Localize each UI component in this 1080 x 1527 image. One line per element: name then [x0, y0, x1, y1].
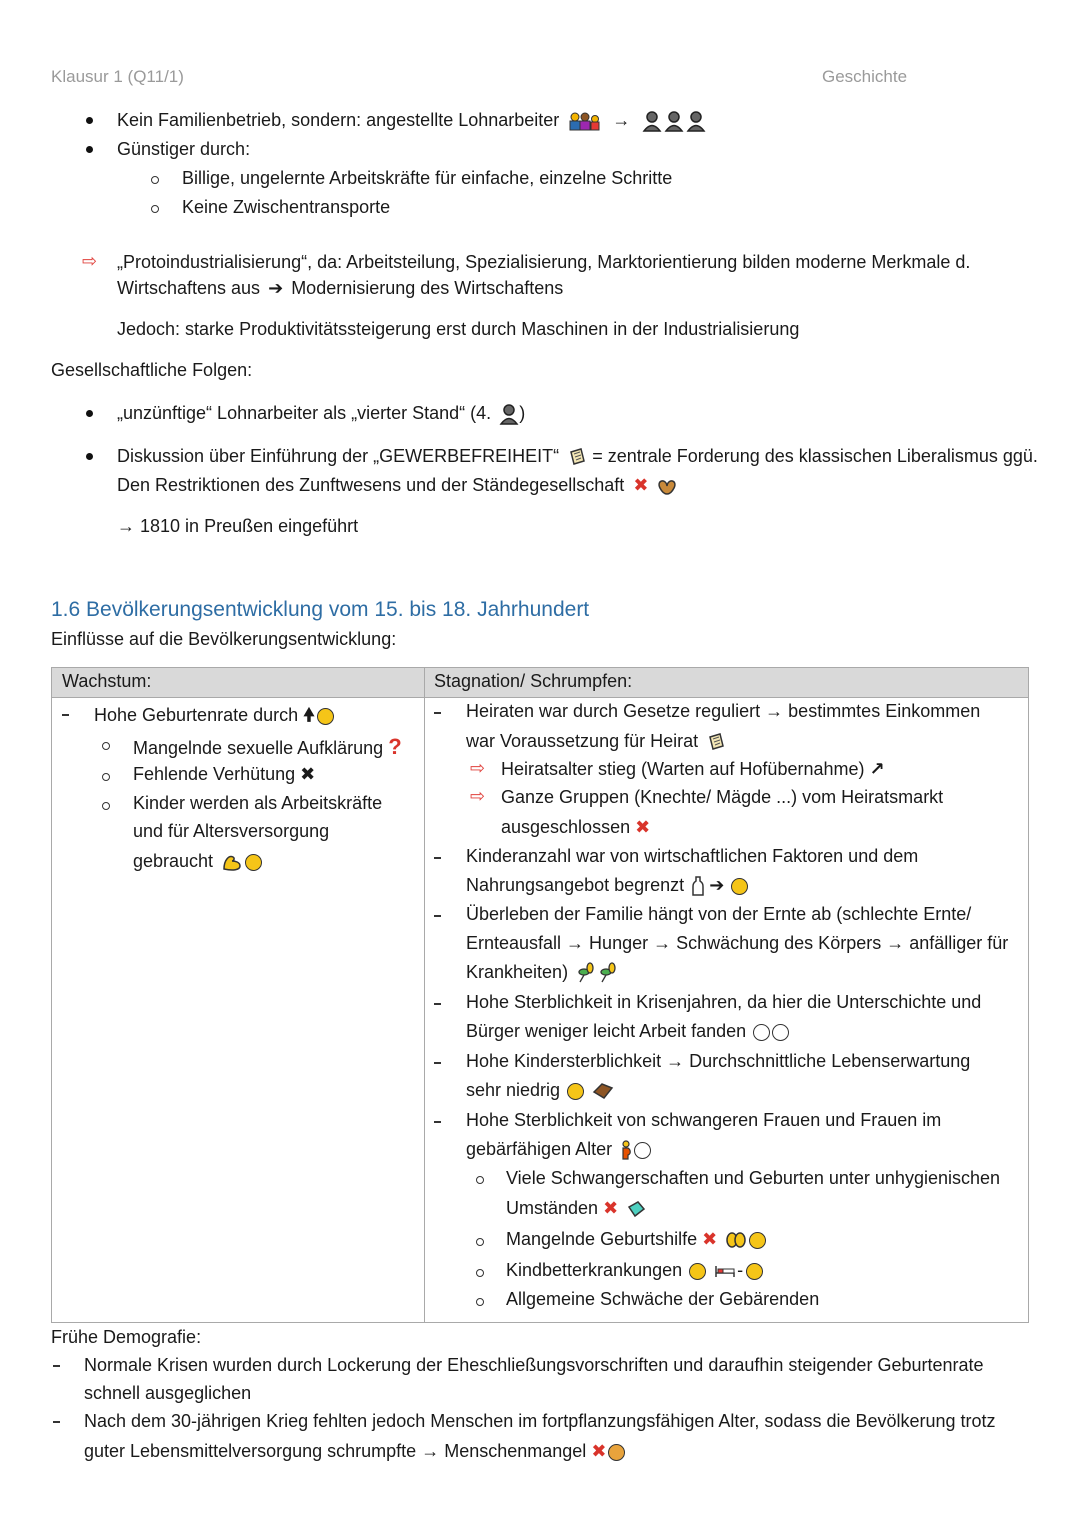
crop-icon	[576, 962, 620, 984]
social-b3: 1810 in Preußen eingeführt	[140, 516, 359, 536]
bullet-familienbetrieb	[117, 110, 708, 132]
person-face-icon	[608, 1444, 625, 1461]
col2-c3-text: Krankheiten)	[466, 962, 569, 982]
arrow-right-icon: →	[421, 1441, 440, 1461]
sub-circle	[476, 1269, 484, 1277]
col2-g2-text: Umständen	[506, 1198, 599, 1218]
sub-circle	[476, 1176, 484, 1184]
col1-sub3a: Kinder werden als Arbeitskräfte	[133, 793, 383, 813]
col2-e1b-text: Durchschnittliche Lebenserwartung	[689, 1051, 971, 1071]
family-icon	[567, 111, 603, 131]
col2-a5	[501, 817, 650, 838]
dash-glyph: -	[737, 1260, 744, 1280]
table-column-divider	[424, 668, 425, 1322]
demography-p1b: schnell ausgeglichen	[84, 1383, 252, 1403]
influence-table	[51, 667, 1029, 1323]
col2-a4: Ganze Gruppen (Knechte/ Mägde ...) vom Heiratsmarkt	[501, 787, 944, 807]
section-subtitle: Einflüsse auf die Bevölkerungsentwicklung:	[51, 629, 397, 649]
dash-marker	[53, 1421, 60, 1423]
sub-circle	[476, 1298, 484, 1306]
sad-face-icon	[746, 1263, 763, 1280]
bullet-dot	[86, 146, 93, 153]
demography-p2c: Menschenmangel	[444, 1441, 587, 1461]
arrow-bold-icon: ➔	[268, 278, 284, 298]
cross-icon: ✖	[702, 1229, 718, 1249]
baby-icon	[245, 854, 262, 871]
cross-icon: ✖	[591, 1441, 607, 1461]
cross-icon: ✖	[603, 1198, 619, 1218]
arrow-right-icon: →	[666, 1051, 685, 1071]
col2-f2-text: gebärfähigen Alter	[466, 1139, 613, 1159]
pregnant-woman-icon	[620, 1140, 632, 1160]
col1-sub2	[133, 764, 315, 785]
proto-line3: Jedoch: starke Produktivitätssteigerung erst durch Maschinen in der Industrialisierung	[117, 319, 800, 339]
col2-b2	[466, 875, 748, 896]
dash-marker	[53, 1365, 60, 1367]
coffin-icon	[592, 1082, 614, 1100]
social-b2c: Den Restriktionen des Zunftwesens und der Ständegesellschaft	[117, 475, 625, 495]
skull-icon	[772, 1024, 789, 1041]
social-b2b: = zentrale Forderung des klassischen Liberalismus ggü.	[592, 446, 1038, 466]
demography-p2a: Nach dem 30-jährigen Krieg fehlten jedoch Menschen im fortpflanzungsfähigen Alter, sodass die Bevölkerung trotz	[84, 1411, 996, 1431]
bed-icon	[714, 1264, 736, 1278]
worker-icon	[499, 403, 519, 425]
bullet-dot	[86, 453, 93, 460]
baby-icon	[567, 1083, 584, 1100]
sub-circle	[476, 1238, 484, 1246]
dash-marker	[434, 1121, 441, 1123]
col1-sub1-text: Mangelnde sexuelle Aufklärung	[133, 738, 384, 758]
sub-circle	[151, 205, 159, 213]
arrow-outline-icon: ⇨	[470, 758, 486, 778]
section-title: 1.6 Bevölkerungsentwicklung vom 15. bis 18. Jahrhundert	[51, 598, 590, 621]
demography-p1a: Normale Krisen wurden durch Lockerung der Eheschließungsvorschriften und daraufhin steigender Geburtenrate	[84, 1355, 984, 1375]
col1-sub3b: und für Altersversorgung	[133, 821, 330, 841]
cross-icon: ✖	[300, 764, 316, 784]
col2-f1: Hohe Sterblichkeit von schwangeren Frauen und Frauen im	[466, 1110, 942, 1130]
sub-circle	[102, 773, 110, 781]
bullet-text: Kein Familienbetrieb, sondern: angestellte Lohnarbeiter	[117, 110, 560, 130]
dash-marker	[434, 712, 441, 714]
social-b2c-line	[117, 475, 678, 496]
hands-icon	[725, 1231, 747, 1249]
baby-icon	[689, 1263, 706, 1280]
col2-d2	[466, 1021, 789, 1042]
sub-circle	[102, 802, 110, 810]
sub-billige: Billige, ungelernte Arbeitskräfte für einfache, einzelne Schritte	[182, 168, 673, 188]
dash-marker	[434, 857, 441, 859]
bullet-dot	[86, 410, 93, 417]
col1-sub1	[133, 734, 402, 760]
scroll-icon	[706, 732, 726, 752]
col2-a1	[466, 701, 980, 722]
scroll-icon	[567, 447, 587, 467]
social-b2a: Diskussion über Einführung der „GEWERBEFREIHEIT“	[117, 446, 560, 466]
col2-e1	[466, 1051, 970, 1072]
pretzel-icon	[656, 476, 678, 496]
arrow-right-icon: →	[612, 110, 631, 130]
dash-marker	[434, 1062, 441, 1064]
col2-a1b-text: bestimmtes Einkommen	[788, 701, 981, 721]
col2-i	[506, 1260, 763, 1281]
col2-g1: Viele Schwangerschaften und Geburten unter unhygienischen	[506, 1168, 1001, 1188]
bottle-icon	[692, 876, 704, 896]
col1-header: Wachstum:	[62, 671, 152, 691]
col2-h-text: Mangelnde Geburtshilfe	[506, 1229, 698, 1249]
col2-c1: Überleben der Familie hängt von der Ernte ab (schlechte Ernte/	[466, 904, 972, 924]
col2-header: Stagnation/ Schrumpfen:	[434, 671, 633, 691]
cross-icon: ✖	[635, 817, 651, 837]
soap-icon	[626, 1199, 646, 1219]
skull-icon	[753, 1024, 770, 1041]
col2-a1-text: Heiraten war durch Gesetze reguliert	[466, 701, 761, 721]
arrow-outline-icon: ⇨	[82, 251, 98, 271]
col2-g2	[506, 1198, 646, 1219]
col2-a3-text: Heiratsalter stieg (Warten auf Hofübernahme)	[501, 759, 865, 779]
col2-e2-text: sehr niedrig	[466, 1080, 561, 1100]
arrow-right-icon: →	[765, 701, 784, 721]
sub-circle	[151, 176, 159, 184]
col2-h	[506, 1229, 766, 1250]
bullet-guenstiger: Günstiger durch:	[117, 139, 251, 159]
col2-j: Allgemeine Schwäche der Gebärenden	[506, 1289, 820, 1309]
col2-c2: Ernteausfall → Hunger → Schwächung des Körpers → anfälliger für	[466, 933, 1009, 953]
header-right: Geschichte	[822, 67, 908, 86]
proto-line2b: Modernisierung des Wirtschaftens	[291, 278, 564, 298]
demography-title: Frühe Demografie:	[51, 1327, 202, 1347]
dash-marker	[62, 714, 69, 716]
up-arrow-icon: 🠝	[303, 705, 315, 725]
col2-b1: Kinderanzahl war von wirtschaftlichen Faktoren und dem	[466, 846, 919, 866]
col2-b2-text: Nahrungsangebot begrenzt	[466, 875, 685, 895]
col1-main	[94, 703, 334, 733]
social-title: Gesellschaftliche Folgen:	[51, 360, 253, 380]
col2-e2	[466, 1080, 614, 1101]
arrow-bold-icon: ➔	[709, 875, 725, 895]
baby-icon	[731, 878, 748, 895]
dash-marker	[434, 915, 441, 917]
col1-main-text: Hohe Geburtenrate durch	[94, 705, 299, 725]
col1-sub3c	[133, 851, 262, 872]
col2-f2	[466, 1139, 651, 1160]
col2-a5-text: ausgeschlossen	[501, 817, 631, 837]
social-b1	[117, 403, 525, 425]
social-b1a: „unzünftige“ Lohnarbeiter als „vierter Stand“ (4.	[117, 403, 492, 423]
col2-a2-text: war Voraussetzung für Heirat	[466, 731, 699, 751]
social-b1b: )	[519, 403, 526, 423]
header-left: Klausur 1 (Q11/1)	[51, 67, 184, 86]
muscle-icon	[221, 852, 243, 872]
baby-icon	[749, 1232, 766, 1249]
workers-icon	[642, 110, 708, 132]
arrow-outline-icon: ⇨	[470, 786, 486, 806]
proto-line2	[117, 278, 563, 299]
col1-sub3c-text: gebraucht	[133, 851, 214, 871]
baby-icon	[317, 708, 334, 725]
proto-line2a: Wirtschaftens aus	[117, 278, 261, 298]
sub-circle	[102, 742, 110, 750]
col2-e1-text: Hohe Kindersterblichkeit	[466, 1051, 662, 1071]
col2-d2-text: Bürger weniger leicht Arbeit fanden	[466, 1021, 747, 1041]
dash-marker	[434, 1003, 441, 1005]
question-icon: ?	[388, 734, 402, 759]
skull-icon	[634, 1142, 651, 1159]
col2-d1: Hohe Sterblichkeit in Krisenjahren, da hier die Unterschichte und	[466, 992, 982, 1012]
col1-sub2-text: Fehlende Verhütung	[133, 764, 296, 784]
diag-arrow-icon: ↗	[869, 759, 885, 779]
sub-zwischentransporte: Keine Zwischentransporte	[182, 197, 391, 217]
proto-line1: „Protoindustrialisierung“, da: Arbeitsteilung, Spezialisierung, Marktorientierung bilden moderne Merkmale d.	[117, 252, 971, 272]
col2-a3	[501, 759, 885, 780]
arrow-right-icon: →	[117, 516, 135, 536]
social-b2	[117, 446, 1038, 467]
social-b3-line	[117, 516, 358, 537]
col2-i-text: Kindbetterkrankungen	[506, 1260, 683, 1280]
demography-p2b-line	[84, 1441, 625, 1462]
cross-icon: ✖	[633, 475, 649, 495]
bullet-dot	[86, 117, 93, 124]
col2-a2	[466, 731, 726, 752]
demography-p2b: guter Lebensmittelversorgung schrumpfte	[84, 1441, 417, 1461]
col2-c3	[466, 962, 620, 984]
